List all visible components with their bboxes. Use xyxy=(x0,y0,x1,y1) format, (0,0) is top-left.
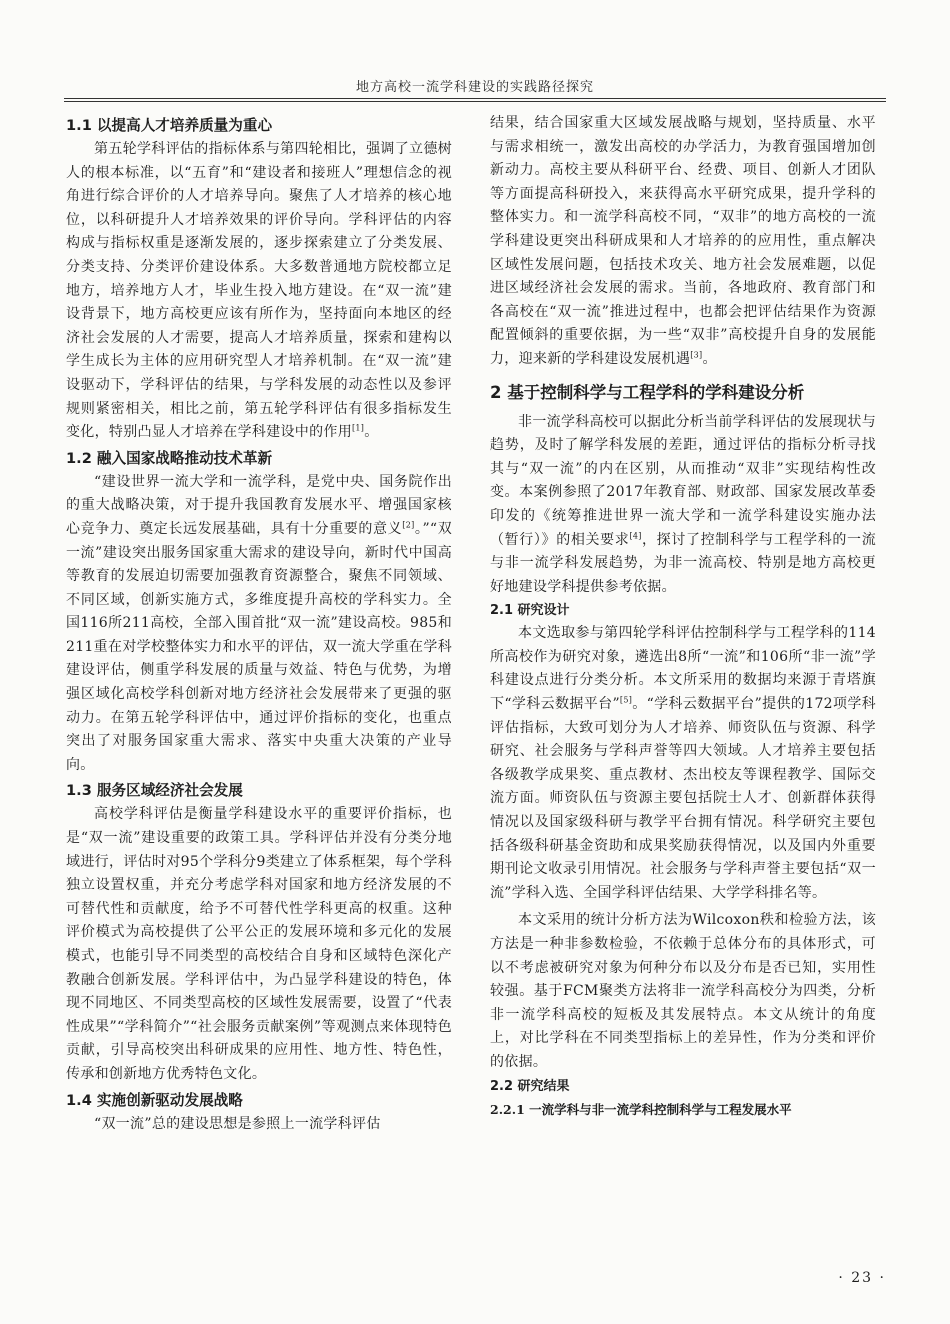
section-1-4-paragraph: “双一流”总的建设思想是参照上一流学科评估 xyxy=(94,1115,381,1132)
citation-ref-1: [1] xyxy=(352,423,365,433)
paragraph-text: 本文选取参与第四轮学科评估控制科学与工程学科的114所高校作为研究对象，遴选出8所“一流”和106所“非一流”学科建设点进行分类分析。本文所采用的数据均来源于青塔旗下“学科云数据平台” xyxy=(490,625,876,713)
section-2-2-1-heading: 2.2.1 一流学科与非一流学科控制科学与工程发展水平 xyxy=(490,1101,792,1117)
paragraph-text: 非一流学科高校可以据此分析当前学科评估的发展现状与趋势，及时了解学科发展的差距，通过评估的指标分析寻找其与“双一流”的内在区别，从而推动“双非”实现结构性改变。本案例参照了2017年教育部、财政部、国家发展改革委印发的《统筹推进世界一流大学和一流学科建设实施办法（暂行）》的相关要求 xyxy=(490,413,876,548)
section-1-1-paragraph xyxy=(66,138,452,445)
section-2-2-heading: 2.2 研究结果 xyxy=(490,1078,570,1094)
citation-ref-4: [4] xyxy=(629,530,642,540)
section-1-2-heading: 1.2 融入国家战略推动技术革新 xyxy=(66,449,273,467)
section-1-2-paragraph xyxy=(66,471,452,778)
section-2-heading: 2 基于控制科学与工程学科的学科建设分析 xyxy=(490,382,805,402)
page-number: · 23 · xyxy=(838,1270,886,1286)
paragraph-end: 。 xyxy=(702,350,717,367)
section-1-4-heading: 1.4 实施创新驱动发展战略 xyxy=(66,1091,243,1109)
section-2-1-paragraph-1 xyxy=(490,622,876,905)
paragraph-text-cont: 。“学科云数据平台”提供的172项学科评估指标，大致可划分为人才培养、师资队伍与资源、科学研究、社会服务与学科声誉等四大领域。人才培养主要包括各级教学成果奖、重点教材、杰出校友等课程教学、国际交流方面。师资队伍与资源主要包括院士人才、创新群体获得情况以及国家级科研与教学平台拥有情况。科学研究主要包括各级科研基金资助和成果奖励获得情况，以及国内外重要期刊论文收录引用情况。社会服务与学科声誉主要包括“双一流”学科入选、全国学科评估结果、大学学科排名等。 xyxy=(490,696,876,901)
running-header: 地方高校一流学科建设的实践路径探究 xyxy=(355,80,594,95)
paragraph-text-cont: ，探讨了控制科学与工程学科的一流与非一流学科发展趋势，为非一流高校、特别是地方高校更好地建设学科提供参考依据。 xyxy=(490,531,876,595)
right-column xyxy=(490,112,876,1121)
citation-ref-3: [3] xyxy=(690,350,703,360)
citation-ref-2: [2] xyxy=(402,520,415,530)
section-1-1-heading: 1.1 以提高人才培养质量为重心 xyxy=(66,117,273,134)
continuation-paragraph xyxy=(490,112,876,372)
paragraph-text: 结果，结合国家重大区域发展战略与规划，坚持质量、水平与需求相统一，激发出高校的办学活力，为教育强国增加创新动力。高校主要从科研平台、经费、项目、创新人才团队等方面提高科研投入，来获得高水平研究成果，提升学科的整体实力。和一流学科高校不同，“双非”的地方高校的一流学科建设更突出科研成果和人才培养的的应用性，重点解决区域性发展问题，包括技术攻关、地方社会发展难题，以促进区域经济社会发展的需求。当前，各地政府、教育部门和各高校在“双一流”推进过程中，也都会把评估结果作为资源配置倾斜的重要依据，为一些“双非”高校提升自身的发展能力，迎来新的学科建设发展机遇 xyxy=(490,115,876,367)
section-2-paragraph xyxy=(490,411,876,600)
citation-ref-5: [5] xyxy=(619,695,633,705)
left-column xyxy=(66,112,452,1136)
section-1-3-heading: 1.3 服务区域经济社会发展 xyxy=(66,782,243,800)
section-2-1-paragraph-2: 本文采用的统计分析方法为Wilcoxon秩和检验方法，该方法是一种非参数检验，不依赖于总体分布的具体形式，可以不考虑被研究对象为何种分布以及分布是否已知，实用性较强。基于FCM聚类方法将非一流学科高校分为四类，分析非一流学科高校的短板及其发展特点。本文从统计的角度上，对比学科在不同类型指标上的差异性，作为分类和评价的依据。 xyxy=(490,912,876,1070)
paragraph-text: “建设世界一流大学和一流学科，是党中央、国务院作出的重大战略决策，对于提升我国教育发展水平、增强国家核心竞争力、奠定长远发展基础，具有十分重要的意义 xyxy=(66,473,452,537)
section-1-3-paragraph: 高校学科评估是衡量学科建设水平的重要评价指标，也是“双一流”建设重要的政策工具。学科评估并没有分类分地域进行，评估时对95个学科分9类建立了体系框架，每个学科独立设置权重，并充分考虑学科对国家和地方经济发展的不可替代性和贡献度，给予不可替代性学科更高的权重。这种评价模式为高校提供了公平公正的发展环境和多元化的发展模式，也能引导不同类型的高校结合自身和区域特色深化产教融合创新发展。学科评估中，为凸显学科建设的特色，体现不同地区、不同类型高校的区域性发展需要，设置了“代表性成果”“学科简介”“社会服务贡献案例”等观测点来体现特色贡献，引导高校突出科研成果的应用性、地方性、特色性，传承和创新地方优秀特色文化。 xyxy=(66,806,452,1082)
header-rule xyxy=(64,98,886,102)
paragraph-end: 。 xyxy=(364,424,379,441)
paragraph-text-cont: 。”“双一流”建设突出服务国家重大需求的建设导向，新时代中国高等教育的发展迫切需要加强教育资源整合，聚焦不同领域、不同区域，创新实施方式，多维度提升高校的学科实力。全国116所211高校，全部入围首批“双一流”建设高校。985和211重在对学校整体实力和水平的评估，双一流大学重在学科建设评估，侧重学科发展的质量与效益、特色与优势，为增强区域化高校学科创新对地方经济社会发展带来了更强的驱动力。在第五轮学科评估中，通过评价指标的变化，也重点突出了对服务国家重大需求、落实中央重大决策的产业导向。 xyxy=(66,520,452,773)
section-2-1-heading: 2.1 研究设计 xyxy=(490,603,570,619)
paragraph-text: 第五轮学科评估的指标体系与第四轮相比，强调了立德树人的根本标准，以“五育”和“建设者和接班人”理想信念的视角进行综合评价的人才培养导向。聚焦了人才培养的核心地位，以科研提升人才培养效果的评价导向。学科评估的内容构成与指标权重是逐渐发展的，逐步探索建立了分类发展、分类支持、分类评价建设体系。大多数普通地方院校都立足地方，培养地方人才，毕业生投入地方建设。在“双一流”建设背景下，地方高校更应该有所作为，坚持面向本地区的经济社会发展的人才需要，提高人才培养质量，探索和建构以学生成长为主体的应用研究型人才培养机制。在“双一流”建设驱动下，学科评估的结果，与学科发展的动态性以及参评规则紧密相关，相比之前，第五轮学科评估有很多指标发生变化，特别凸显人才培养在学科建设中的作用 xyxy=(66,141,452,441)
